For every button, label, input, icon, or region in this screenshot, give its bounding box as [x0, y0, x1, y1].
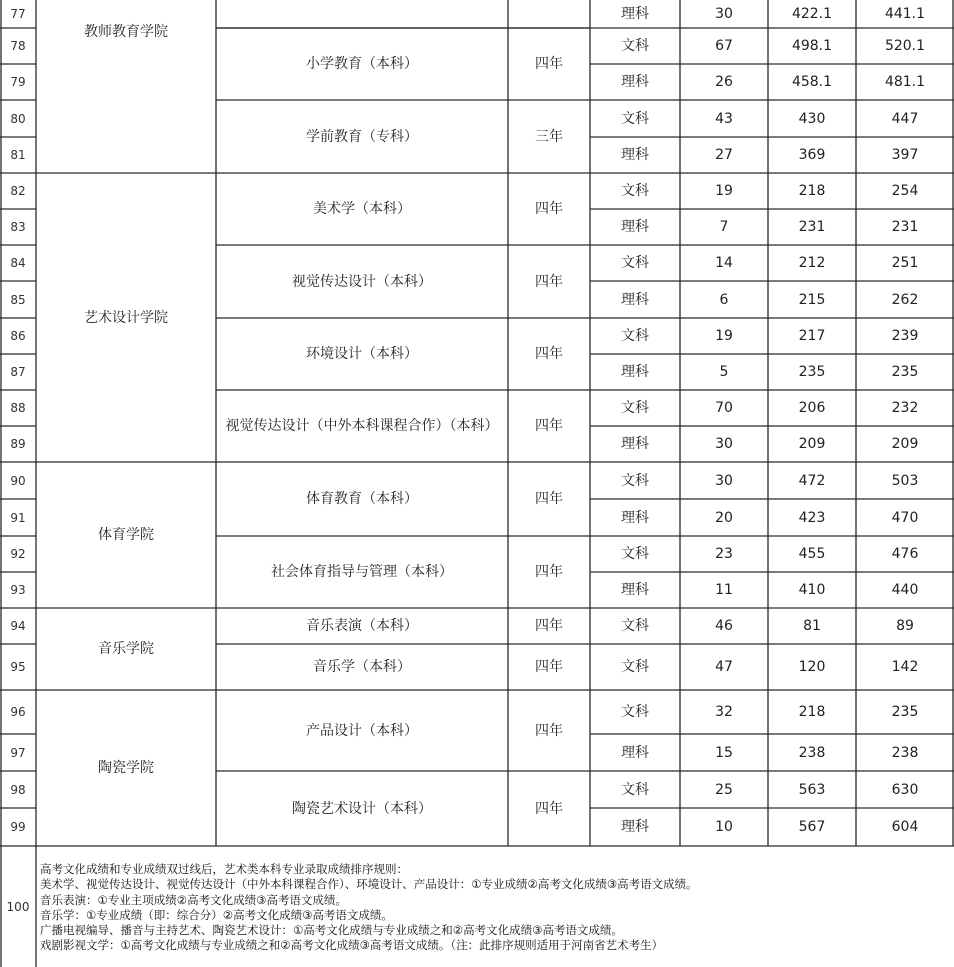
min-score-cell: 215: [798, 291, 826, 308]
footer-row-number: 100: [6, 899, 30, 914]
min-score-cell: 209: [798, 436, 826, 452]
row-number: 78: [10, 39, 26, 53]
max-score-cell: 231: [891, 219, 919, 235]
max-score-cell: 209: [891, 436, 919, 452]
subject-cell: 理科: [621, 509, 649, 526]
subject-cell: 理科: [621, 6, 649, 22]
major-cell: 产品设计（本科）: [306, 722, 418, 739]
max-score-cell: 476: [891, 546, 919, 562]
subject-cell: 理科: [621, 364, 649, 380]
subject-cell: 文科: [621, 38, 649, 54]
major-cell: 学前教育（专科）: [306, 128, 418, 145]
row-number: 84: [10, 256, 26, 270]
min-score-cell: 235: [798, 364, 826, 380]
note-line: 广播电视编导、播音与主持艺术、陶瓷艺术设计：①高考文化成绩与专业成绩之和②高考文化成绩③高考语文成绩。: [40, 923, 623, 938]
duration-cell: 四年: [535, 618, 563, 634]
max-score-cell: 235: [891, 364, 919, 380]
max-score-cell: 397: [891, 147, 919, 163]
max-score-cell: 520.1: [884, 38, 926, 54]
row-number: 82: [10, 184, 26, 198]
plan-count-cell: 32: [715, 704, 733, 720]
duration-cell: 四年: [535, 659, 563, 675]
college-cell: 陶瓷学院: [98, 760, 154, 776]
subject-cell: 文科: [621, 110, 649, 127]
min-score-cell: 423: [798, 509, 826, 526]
subject-cell: 文科: [621, 328, 649, 344]
subject-cell: 理科: [621, 147, 649, 163]
min-score-cell: 231: [798, 219, 826, 235]
plan-count-cell: 26: [715, 74, 733, 90]
max-score-cell: 239: [891, 328, 919, 344]
max-score-cell: 232: [891, 400, 919, 416]
plan-count-cell: 10: [715, 819, 733, 835]
ranking-rules-note: [40, 862, 952, 954]
min-score-cell: 472: [798, 472, 826, 489]
subject-cell: 文科: [621, 255, 649, 271]
max-score-cell: 89: [896, 618, 914, 634]
plan-count-cell: 30: [715, 472, 733, 489]
row-number: 80: [10, 111, 26, 126]
subject-cell: 文科: [621, 400, 649, 416]
max-score-cell: 238: [891, 744, 919, 761]
college-cell: 艺术设计学院: [84, 309, 168, 326]
row-number: 91: [10, 510, 26, 525]
row-number: 94: [10, 619, 26, 633]
row-number: 97: [10, 745, 26, 760]
row-number: 93: [10, 583, 26, 597]
subject-cell: 理科: [621, 744, 649, 761]
plan-count-cell: 19: [715, 328, 733, 344]
row-number: 79: [10, 75, 26, 89]
plan-count-cell: 70: [715, 400, 733, 416]
plan-count-cell: 6: [719, 291, 729, 308]
row-number: 77: [10, 7, 26, 21]
college-cell: 体育学院: [98, 527, 154, 543]
duration-cell: 四年: [535, 201, 563, 217]
min-score-cell: 430: [798, 110, 826, 127]
duration-cell: 三年: [535, 128, 563, 145]
subject-cell: 文科: [621, 704, 649, 720]
major-cell: 视觉传达设计（本科）: [292, 273, 432, 290]
subject-cell: 文科: [621, 183, 649, 199]
row-number: 90: [10, 473, 26, 488]
major-cell: 视觉传达设计（中外本科课程合作）（本科）: [225, 418, 499, 434]
max-score-cell: 235: [891, 704, 919, 720]
row-number: 83: [10, 220, 26, 234]
duration-cell: 四年: [535, 722, 563, 739]
plan-count-cell: 7: [719, 219, 729, 235]
duration-cell: 四年: [535, 491, 563, 507]
subject-cell: 文科: [621, 546, 649, 562]
plan-count-cell: 14: [715, 255, 733, 271]
major-cell: 环境设计（本科）: [306, 346, 418, 362]
plan-count-cell: 47: [715, 659, 733, 675]
min-score-cell: 81: [803, 618, 821, 634]
subject-cell: 文科: [621, 659, 649, 675]
row-number: 86: [10, 329, 26, 343]
duration-cell: [508, 0, 590, 28]
plan-count-cell: 46: [715, 618, 733, 634]
duration-cell: 四年: [535, 800, 563, 817]
plan-count-cell: 30: [715, 436, 733, 452]
max-score-cell: 440: [891, 582, 919, 598]
note-line: 高考文化成绩和专业成绩双过线后，艺术类本科专业录取成绩排序规则：: [40, 862, 408, 876]
row-number: 96: [10, 705, 26, 719]
plan-count-cell: 30: [715, 6, 733, 22]
min-score-cell: 498.1: [791, 38, 833, 54]
note-line: 音乐表演：①专业主项成绩②高考文化成绩③高考语文成绩。: [40, 892, 347, 907]
major-cell: 音乐学（本科）: [313, 659, 411, 675]
row-number: 88: [10, 401, 26, 415]
major-cell: 陶瓷艺术设计（本科）: [292, 800, 432, 817]
min-score-cell: 238: [798, 744, 826, 761]
plan-count-cell: 20: [715, 509, 733, 526]
min-score-cell: 567: [798, 819, 826, 835]
row-number: 85: [10, 292, 26, 307]
plan-count-cell: 15: [715, 744, 733, 761]
college-cell: 音乐学院: [98, 641, 154, 657]
max-score-cell: 251: [891, 255, 919, 271]
min-score-cell: 458.1: [791, 74, 833, 90]
subject-cell: 理科: [621, 219, 649, 235]
subject-cell: 理科: [621, 74, 649, 90]
min-score-cell: 218: [798, 704, 826, 720]
min-score-cell: 410: [798, 582, 826, 598]
subject-cell: 文科: [621, 618, 649, 634]
major-cell: 小学教育（本科）: [306, 56, 418, 72]
plan-count-cell: 25: [715, 781, 733, 798]
major-cell: 美术学（本科）: [313, 201, 411, 217]
plan-count-cell: 43: [715, 110, 733, 127]
duration-cell: 四年: [535, 418, 563, 434]
row-number: 81: [10, 148, 26, 162]
min-score-cell: 218: [798, 183, 826, 199]
max-score-cell: 503: [891, 472, 919, 489]
row-number: 87: [10, 365, 26, 379]
max-score-cell: 470: [891, 509, 919, 526]
row-number: 92: [10, 547, 26, 561]
subject-cell: 理科: [621, 436, 649, 452]
major-cell: 体育教育（本科）: [306, 491, 418, 507]
plan-count-cell: 11: [715, 582, 733, 598]
note-line: 音乐学：①专业成绩（即：综合分）②高考文化成绩③高考语文成绩。: [40, 907, 393, 922]
max-score-cell: 441.1: [884, 6, 926, 22]
min-score-cell: 120: [798, 659, 826, 675]
min-score-cell: 206: [798, 400, 826, 416]
min-score-cell: 212: [798, 255, 826, 271]
subject-cell: 文科: [621, 781, 649, 798]
max-score-cell: 447: [891, 110, 919, 127]
min-score-cell: 369: [798, 147, 826, 163]
duration-cell: 四年: [535, 564, 563, 580]
max-score-cell: 262: [891, 291, 919, 308]
major-cell: 音乐表演（本科）: [306, 618, 418, 634]
plan-count-cell: 27: [715, 147, 733, 163]
plan-count-cell: 19: [715, 183, 733, 199]
max-score-cell: 604: [891, 819, 919, 835]
major-cell: [216, 0, 508, 28]
subject-cell: 理科: [621, 582, 649, 598]
row-number: 95: [10, 660, 26, 674]
row-number: 89: [10, 437, 26, 451]
max-score-cell: 481.1: [884, 74, 926, 90]
min-score-cell: 455: [798, 546, 826, 562]
min-score-cell: 217: [798, 328, 826, 344]
subject-cell: 理科: [621, 819, 649, 835]
plan-count-cell: 5: [719, 364, 729, 380]
min-score-cell: 422.1: [791, 6, 833, 22]
max-score-cell: 254: [891, 183, 919, 199]
note-line: 美术学、视觉传达设计、视觉传达设计（中外本科课程合作）、环境设计、产品设计：①专业成绩②高考文化成绩③高考语文成绩。: [40, 877, 698, 892]
duration-cell: 四年: [535, 56, 563, 72]
max-score-cell: 630: [891, 781, 919, 798]
note-line: 戏剧影视文学：①高考文化成绩与专业成绩之和②高考文化成绩③高考语文成绩。（注：此排序规则适用于河南省艺术考生）: [40, 938, 664, 953]
duration-cell: 四年: [535, 273, 563, 290]
plan-count-cell: 23: [715, 546, 733, 562]
college-cell: 教师教育学院: [84, 24, 168, 40]
duration-cell: 四年: [535, 346, 563, 362]
plan-count-cell: 67: [715, 38, 733, 54]
row-number: 98: [10, 782, 26, 797]
subject-cell: 理科: [621, 291, 649, 308]
major-cell: 社会体育指导与管理（本科）: [271, 564, 453, 580]
min-score-cell: 563: [798, 781, 826, 798]
subject-cell: 文科: [621, 472, 649, 489]
max-score-cell: 142: [891, 659, 919, 675]
row-number: 99: [10, 820, 26, 834]
